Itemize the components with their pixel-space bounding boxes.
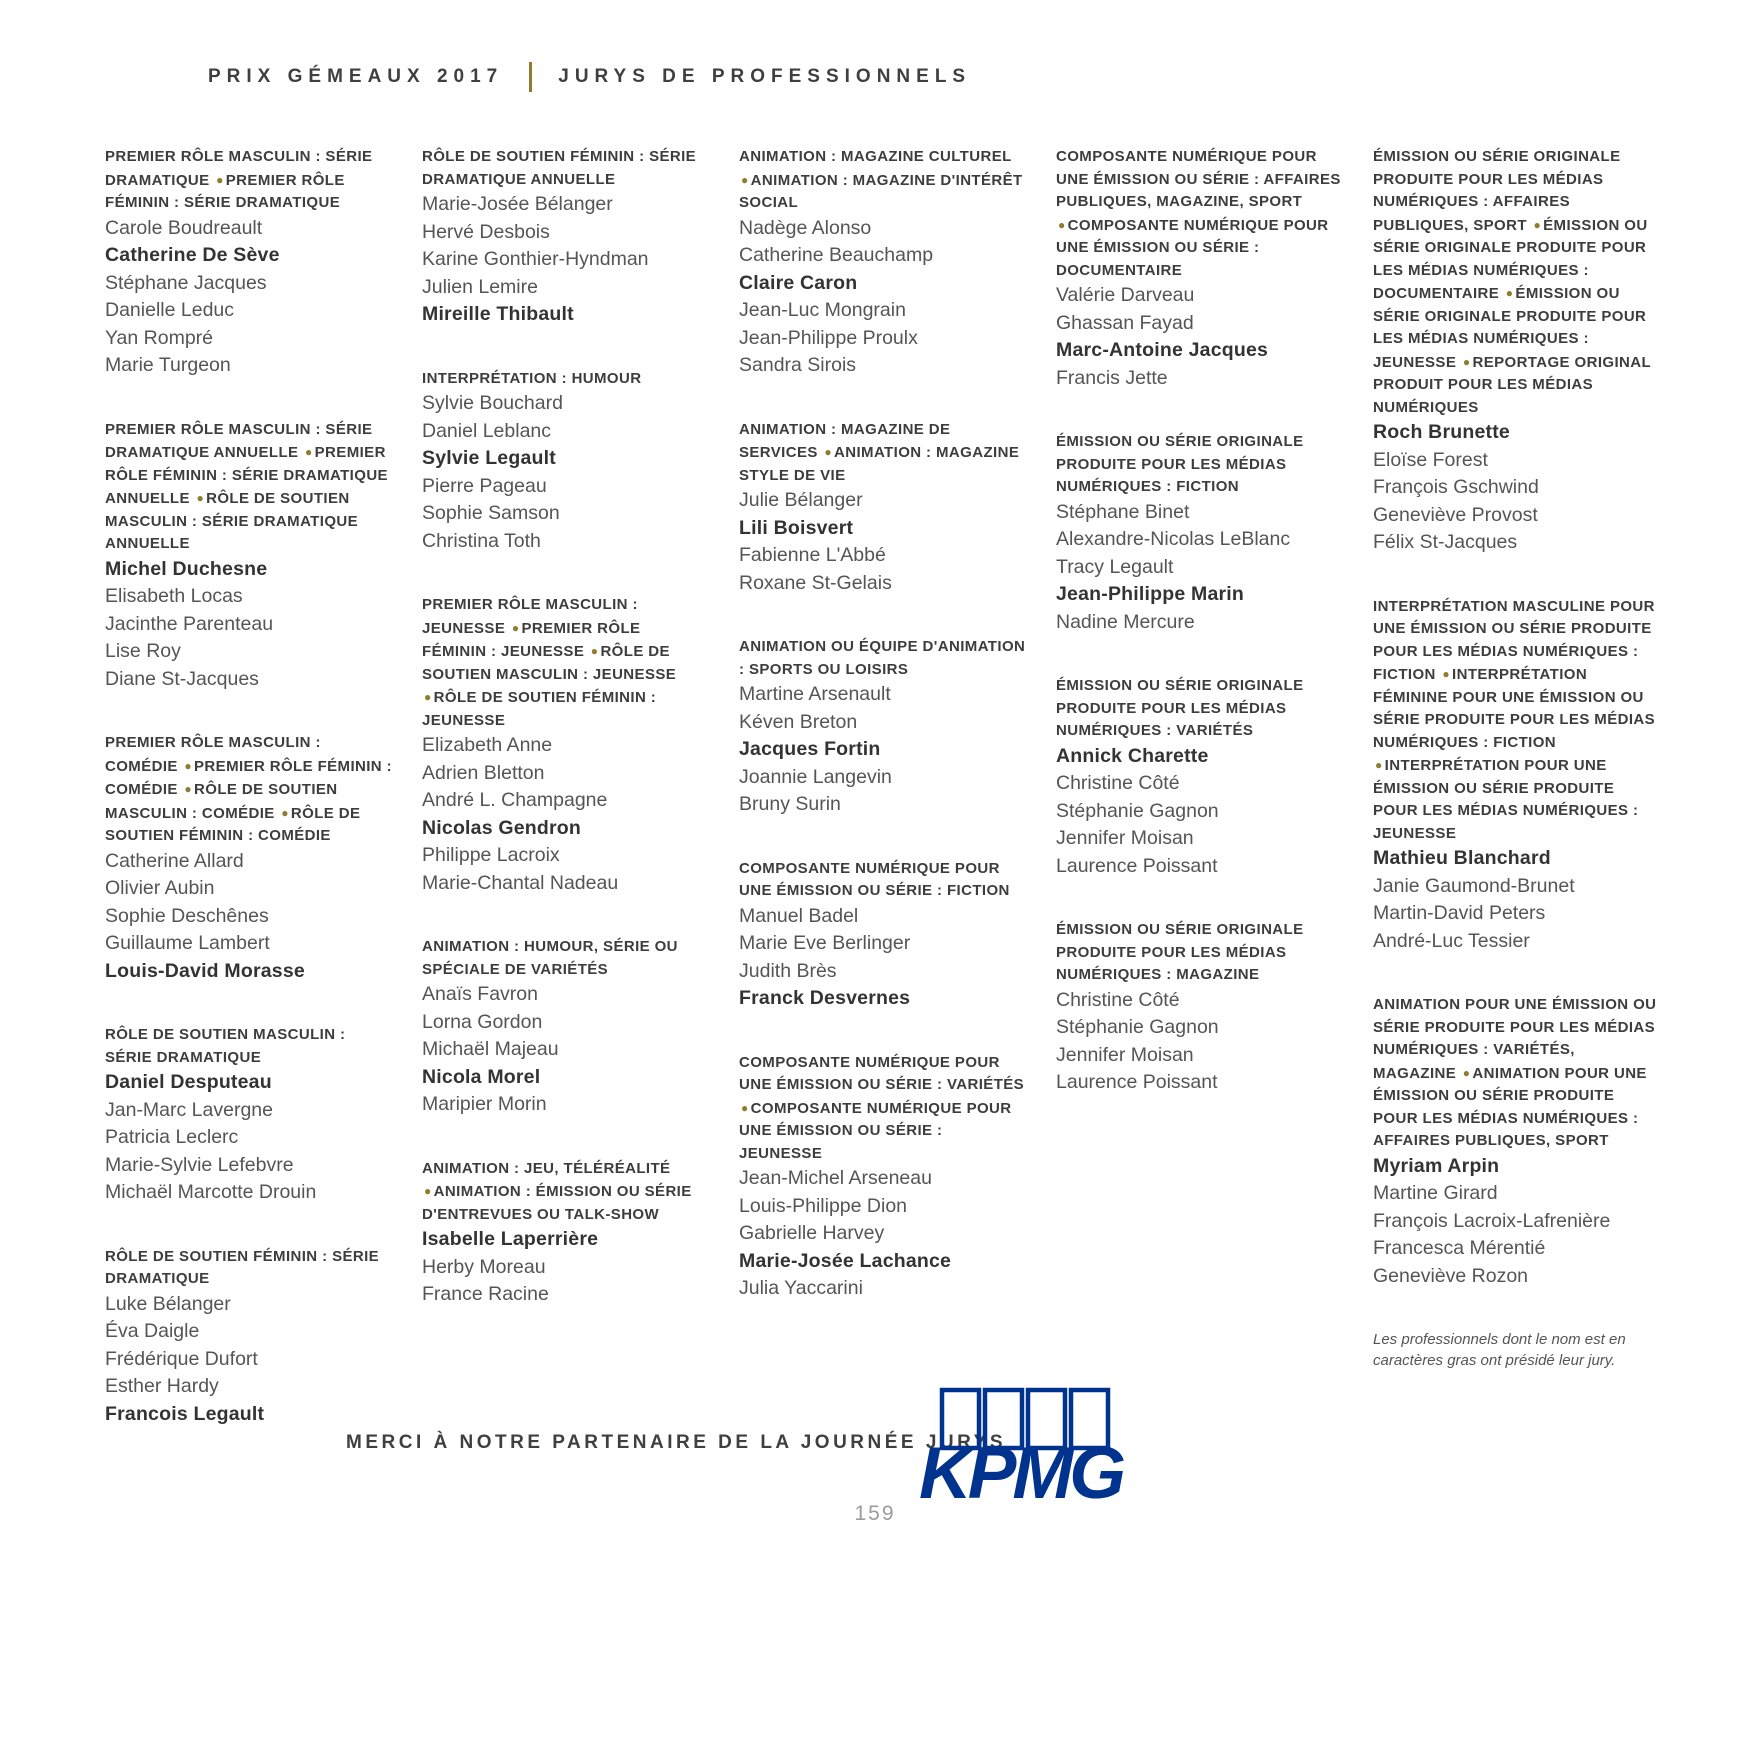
category-heading: COMPOSANTE NUMÉRIQUE POUR UNE ÉMISSION OU SÉRIE : VARIÉTÉS ● COMPOSANTE NUMÉRIQUE POUR UNE ÉMISSION OU SÉRIE : JEUNESSE bbox=[739, 1053, 1025, 1162]
jury-category-section bbox=[105, 419, 392, 694]
jury-category-section bbox=[739, 146, 1026, 380]
category-heading: ANIMATION POUR UNE ÉMISSION OU SÉRIE PRODUITE POUR LES MÉDIAS NUMÉRIQUES : VARIÉTÉS, MAGAZINE ● ANIMATION POUR UNE ÉMISSION OU SÉRIE PRODUITE POUR LES MÉDIAS NUMÉRIQUES : AFFAIRES PUBLIQUES, SPORT bbox=[1373, 996, 1657, 1149]
category-heading: INTERPRÉTATION : HUMOUR bbox=[422, 369, 642, 387]
juror-name: Marie-Chantal Nadeau bbox=[422, 871, 619, 894]
juror-name: Nicola Morel bbox=[422, 1065, 541, 1088]
juror-name: Fabienne L'Abbé bbox=[739, 544, 886, 566]
jury-column-5 bbox=[1373, 146, 1660, 1467]
juror-name: Sophie Samson bbox=[422, 502, 560, 524]
category-heading: PREMIER RÔLE MASCULIN : JEUNESSE ● PREMIER RÔLE FÉMININ : JEUNESSE ● RÔLE DE SOUTIEN MASCULIN : JEUNESSE ● RÔLE DE SOUTIEN FÉMININ : JEUNESSE bbox=[422, 596, 677, 729]
juror-name: Mireille Thibault bbox=[422, 303, 574, 325]
page-subtitle: JURYS DE PROFESSIONNELS bbox=[558, 66, 972, 87]
juror-name: Marie-Josée Bélanger bbox=[422, 193, 613, 215]
juror-name: Francois Legault bbox=[105, 1402, 265, 1425]
juror-name: Julien Lemire bbox=[422, 275, 538, 298]
gold-bullet-icon: ● bbox=[216, 172, 224, 187]
juror-name: Karine Gonthier-Hyndman bbox=[422, 248, 649, 270]
kpmg-logo bbox=[915, 1386, 1143, 1504]
jury-column-1 bbox=[105, 146, 392, 1467]
juror-name: Laurence Poissant bbox=[1056, 1071, 1218, 1093]
juror-name: Adrien Bletton bbox=[422, 761, 545, 784]
jury-category-section bbox=[739, 1052, 1026, 1303]
juror-name: Jacinthe Parenteau bbox=[105, 612, 274, 635]
juror-name: Geneviève Rozon bbox=[1373, 1264, 1529, 1287]
juror-name: Stéphanie Gagnon bbox=[1056, 1016, 1219, 1038]
juror-name: Manuel Badel bbox=[739, 904, 859, 927]
svg-text:KPMG: KPMG bbox=[919, 1433, 1122, 1504]
juror-name: Anaïs Favron bbox=[422, 983, 538, 1005]
page-header bbox=[208, 62, 971, 92]
juror-name: Sandra Sirois bbox=[739, 354, 857, 376]
juror-name: Christine Côté bbox=[1056, 772, 1180, 794]
juror-name: Christine Côté bbox=[1056, 988, 1180, 1011]
juror-name: Marie Turgeon bbox=[105, 354, 231, 376]
juror-name: Elisabeth Locas bbox=[105, 585, 243, 607]
gold-bullet-icon: ● bbox=[741, 172, 749, 187]
juror-name: Catherine De Sève bbox=[105, 244, 280, 266]
category-heading: ÉMISSION OU SÉRIE ORIGINALE PRODUITE POUR LES MÉDIAS NUMÉRIQUES : FICTION bbox=[1056, 433, 1304, 495]
juror-name: Marc-Antoine Jacques bbox=[1056, 339, 1269, 361]
juror-name: Lorna Gordon bbox=[422, 1010, 543, 1033]
category-heading: RÔLE DE SOUTIEN FÉMININ : SÉRIE DRAMATIQUE ANNUELLE bbox=[422, 148, 697, 188]
juror-name: François Gschwind bbox=[1373, 476, 1539, 498]
juror-name: Nadège Alonso bbox=[739, 216, 872, 239]
juror-name: André L. Champagne bbox=[422, 789, 608, 811]
gold-bullet-icon: ● bbox=[196, 491, 205, 505]
jury-category-section bbox=[105, 1246, 392, 1429]
jury-category-section bbox=[105, 732, 392, 985]
jury-category-section bbox=[105, 146, 392, 380]
category-heading: PREMIER RÔLE MASCULIN : SÉRIE DRAMATIQUE ● PREMIER RÔLE FÉMININ : SÉRIE DRAMATIQUE bbox=[105, 148, 373, 211]
juror-name: Patricia Leclerc bbox=[105, 1126, 239, 1148]
juror-name: Catherine Beauchamp bbox=[739, 244, 934, 266]
juror-name: Yan Rompré bbox=[105, 326, 214, 349]
juror-name: Jennifer Moisan bbox=[1056, 1043, 1194, 1066]
juror-name: Maripier Morin bbox=[422, 1093, 547, 1115]
gold-bullet-icon: ● bbox=[1533, 217, 1542, 232]
juror-name: Marie-Josée Lachance bbox=[739, 1249, 952, 1272]
juror-name: Sylvie Bouchard bbox=[422, 392, 563, 414]
juror-name: Elizabeth Anne bbox=[422, 734, 553, 756]
page-number: 159 bbox=[854, 1502, 896, 1525]
juror-name: Luke Bélanger bbox=[105, 1292, 231, 1315]
juror-name: Daniel Desputeau bbox=[105, 1071, 272, 1093]
jury-category-section bbox=[422, 368, 709, 556]
category-heading: RÔLE DE SOUTIEN MASCULIN : SÉRIE DRAMATIQUE bbox=[105, 1026, 346, 1066]
jury-columns bbox=[105, 146, 1660, 1467]
category-heading: ANIMATION : HUMOUR, SÉRIE OU SPÉCIALE DE VARIÉTÉS bbox=[422, 938, 678, 978]
gold-bullet-icon: ● bbox=[1375, 758, 1383, 772]
jury-category-section bbox=[422, 1158, 709, 1309]
juror-name: Francesca Mérentié bbox=[1373, 1237, 1546, 1259]
juror-name: Roch Brunette bbox=[1373, 421, 1510, 443]
juror-name: Bruny Surin bbox=[739, 793, 841, 815]
juror-name: Hervé Desbois bbox=[422, 220, 550, 243]
juror-name: Pierre Pageau bbox=[422, 474, 547, 497]
juror-name: Geneviève Provost bbox=[1373, 503, 1538, 526]
gold-bullet-icon: ● bbox=[305, 445, 313, 459]
jury-column-3 bbox=[739, 146, 1026, 1467]
gold-bullet-icon: ● bbox=[424, 1184, 432, 1198]
jury-category-section bbox=[1056, 431, 1343, 636]
category-heading: COMPOSANTE NUMÉRIQUE POUR UNE ÉMISSION OU SÉRIE : AFFAIRES PUBLIQUES, MAGAZINE, SPORT ● COMPOSANTE NUMÉRIQUE POUR UNE ÉMISSION OU SÉRIE : DOCUMENTAIRE bbox=[1056, 148, 1341, 279]
category-heading: COMPOSANTE NUMÉRIQUE POUR UNE ÉMISSION OU SÉRIE : FICTION bbox=[739, 859, 1010, 899]
juror-name: Jan-Marc Lavergne bbox=[105, 1098, 273, 1121]
juror-name: Christina Toth bbox=[422, 529, 541, 552]
juror-name: Laurence Poissant bbox=[1056, 854, 1218, 877]
category-heading: ÉMISSION OU SÉRIE ORIGINALE PRODUITE POUR LES MÉDIAS NUMÉRIQUES : VARIÉTÉS bbox=[1056, 677, 1304, 739]
juror-name: Philippe Lacroix bbox=[422, 844, 560, 866]
category-heading: ÉMISSION OU SÉRIE ORIGINALE PRODUITE POUR LES MÉDIAS NUMÉRIQUES : AFFAIRES PUBLIQUES, SPORT ● ÉMISSION OU SÉRIE ORIGINALE PRODUITE POUR LES MÉDIAS NUMÉRIQUES : DOCUMENTAIRE ● ÉMISSION OU SÉRIE ORIGINALE PRODUITE POUR LES MÉDIAS NUMÉRIQUES : JEUNESSE ● REPORTAGE ORIGINAL PRODUIT POUR LES MÉDIAS NUMÉRIQUES bbox=[1373, 148, 1651, 416]
juror-name: Sophie Deschênes bbox=[105, 904, 269, 927]
juror-name: Nicolas Gendron bbox=[422, 816, 582, 839]
juror-name: Danielle Leduc bbox=[105, 299, 235, 321]
juror-name: Olivier Aubin bbox=[105, 877, 215, 899]
category-heading: RÔLE DE SOUTIEN FÉMININ : SÉRIE DRAMATIQUE bbox=[105, 1247, 380, 1287]
juror-name: Michel Duchesne bbox=[105, 557, 268, 580]
juror-name: Jacques Fortin bbox=[739, 738, 881, 760]
juror-name: Éva Daigle bbox=[105, 1320, 200, 1342]
jury-category-section bbox=[1056, 146, 1343, 392]
juror-name: Daniel Leblanc bbox=[422, 419, 552, 442]
juror-name: Jean-Michel Arseneau bbox=[739, 1167, 932, 1189]
juror-name: Frédérique Dufort bbox=[105, 1347, 258, 1370]
juror-name: Lili Boisvert bbox=[739, 516, 854, 539]
juror-name: Tracy Legault bbox=[1056, 555, 1174, 578]
juror-name: Guillaume Lambert bbox=[105, 932, 270, 954]
gold-bullet-icon: ● bbox=[590, 644, 599, 658]
juror-name: Martine Girard bbox=[1373, 1182, 1498, 1204]
juror-name: Jean-Philippe Marin bbox=[1056, 583, 1245, 605]
juror-name: Carole Boudreault bbox=[105, 216, 263, 239]
juror-name: Marie-Sylvie Lefebvre bbox=[105, 1153, 294, 1176]
category-heading: ANIMATION : MAGAZINE CULTUREL ● ANIMATION : MAGAZINE D'INTÉRÊT SOCIAL bbox=[739, 148, 1023, 211]
juror-name: Eloïse Forest bbox=[1373, 448, 1488, 471]
juror-name: Diane St-Jacques bbox=[105, 667, 259, 690]
gold-bullet-icon: ● bbox=[1505, 286, 1514, 300]
juror-name: Stéphane Jacques bbox=[105, 271, 267, 294]
juror-name: Louis-David Morasse bbox=[105, 959, 305, 982]
juror-name: Janie Gaumond-Brunet bbox=[1373, 874, 1575, 897]
juror-name: France Racine bbox=[422, 1283, 549, 1305]
juror-name: Jean-Luc Mongrain bbox=[739, 299, 906, 321]
jury-column-4 bbox=[1056, 146, 1343, 1467]
juror-name: Herby Moreau bbox=[422, 1255, 546, 1278]
juror-name: Julia Yaccarini bbox=[739, 1277, 863, 1299]
juror-name: Judith Brès bbox=[739, 959, 837, 982]
juror-name: Michaël Majeau bbox=[422, 1038, 559, 1060]
juror-name: Nadine Mercure bbox=[1056, 610, 1195, 633]
juror-name: Stéphanie Gagnon bbox=[1056, 799, 1219, 822]
juror-name: Louis-Philippe Dion bbox=[739, 1194, 908, 1217]
gold-bullet-icon: ● bbox=[184, 782, 193, 796]
juror-name: Joannie Langevin bbox=[739, 765, 892, 788]
category-heading: ANIMATION : MAGAZINE DE SERVICES ● ANIMATION : MAGAZINE STYLE DE VIE bbox=[739, 420, 1020, 484]
gold-bullet-icon: ● bbox=[281, 805, 289, 820]
juror-name: Catherine Allard bbox=[105, 849, 244, 872]
juror-name: François Lacroix-Lafrenière bbox=[1373, 1209, 1611, 1232]
gold-bullet-icon: ● bbox=[824, 445, 833, 459]
jury-column-2 bbox=[422, 146, 709, 1467]
juror-name: Michaël Marcotte Drouin bbox=[105, 1181, 317, 1203]
juror-name: Sylvie Legault bbox=[422, 447, 556, 469]
jury-category-section bbox=[105, 1024, 392, 1207]
juror-name: Myriam Arpin bbox=[1373, 1154, 1500, 1177]
gold-bullet-icon: ● bbox=[1462, 1065, 1471, 1080]
juror-name: Gabrielle Harvey bbox=[739, 1222, 885, 1244]
jury-category-section bbox=[1373, 146, 1660, 557]
jury-category-section bbox=[422, 936, 709, 1119]
juror-name: Claire Caron bbox=[739, 271, 858, 294]
category-heading: ANIMATION : JEU, TÉLÉRÉALITÉ ● ANIMATION : ÉMISSION OU SÉRIE D'ENTREVUES OU TALK-SHOW bbox=[422, 1159, 692, 1223]
juror-name: Stéphane Binet bbox=[1056, 500, 1190, 523]
juror-name: Francis Jette bbox=[1056, 366, 1168, 389]
jury-category-section bbox=[1056, 919, 1343, 1097]
partner-thanks-text: MERCI À NOTRE PARTENAIRE DE LA JOURNÉE JURYS bbox=[346, 1432, 1007, 1453]
category-heading: ANIMATION OU ÉQUIPE D'ANIMATION : SPORTS OU LOISIRS bbox=[739, 638, 1026, 678]
gold-bullet-icon: ● bbox=[1462, 354, 1471, 369]
juror-name: Martin-David Peters bbox=[1373, 902, 1546, 924]
category-heading: INTERPRÉTATION MASCULINE POUR UNE ÉMISSION OU SÉRIE PRODUITE POUR LES MÉDIAS NUMÉRIQUES : FICTION ● INTERPRÉTATION FÉMININE POUR UNE ÉMISSION OU SÉRIE PRODUITE POUR LES MÉDIAS NUMÉRIQUES : FICTION ● INTERPRÉTATION POUR UNE ÉMISSION OU SÉRIE PRODUITE POUR LES MÉDIAS NUMÉRIQUES : JEUNESSE bbox=[1373, 597, 1656, 842]
gold-bullet-icon: ● bbox=[184, 758, 193, 773]
jury-category-section bbox=[422, 594, 709, 897]
juror-name: Jennifer Moisan bbox=[1056, 827, 1194, 849]
bold-names-note: Les professionnels dont le nom est en caractères gras ont présidé leur jury. bbox=[1373, 1331, 1626, 1369]
jury-category-section bbox=[739, 858, 1026, 1013]
juror-name: Martine Arsenault bbox=[739, 683, 891, 705]
gold-bullet-icon: ● bbox=[1058, 217, 1066, 232]
juror-name: Félix St-Jacques bbox=[1373, 531, 1518, 553]
juror-name: André-Luc Tessier bbox=[1373, 929, 1530, 952]
juror-name: Isabelle Laperrière bbox=[422, 1228, 599, 1250]
juror-name: Franck Desvernes bbox=[739, 987, 911, 1009]
juror-name: Roxane St-Gelais bbox=[739, 571, 892, 594]
jury-category-section bbox=[422, 146, 709, 329]
jury-category-section bbox=[739, 636, 1026, 819]
page-title: PRIX GÉMEAUX 2017 bbox=[208, 66, 504, 87]
category-heading: PREMIER RÔLE MASCULIN : SÉRIE DRAMATIQUE ANNUELLE ● PREMIER RÔLE FÉMININ : SÉRIE DRAMATIQUE ANNUELLE ● RÔLE DE SOUTIEN MASCULIN : SÉRIE DRAMATIQUE ANNUELLE bbox=[105, 420, 388, 552]
gold-bullet-icon: ● bbox=[1442, 667, 1451, 681]
juror-name: Kéven Breton bbox=[739, 710, 858, 733]
juror-name: Julie Bélanger bbox=[739, 489, 863, 511]
header-divider bbox=[529, 62, 532, 92]
category-heading: PREMIER RÔLE MASCULIN : COMÉDIE ● PREMIER RÔLE FÉMININ : COMÉDIE ● RÔLE DE SOUTIEN MASCULIN : COMÉDIE ● RÔLE DE SOUTIEN FÉMININ : COMÉDIE bbox=[105, 734, 393, 844]
gold-bullet-icon: ● bbox=[511, 620, 520, 635]
jury-category-section bbox=[1056, 675, 1343, 880]
juror-name: Annick Charette bbox=[1056, 744, 1209, 767]
gold-bullet-icon: ● bbox=[424, 690, 432, 704]
juror-name: Alexandre-Nicolas LeBlanc bbox=[1056, 528, 1291, 550]
category-heading: ÉMISSION OU SÉRIE ORIGINALE PRODUITE POUR LES MÉDIAS NUMÉRIQUES : MAGAZINE bbox=[1056, 921, 1304, 983]
jury-category-section bbox=[1373, 994, 1660, 1290]
juror-name: Lise Roy bbox=[105, 640, 181, 662]
juror-name: Marie Eve Berlinger bbox=[739, 932, 911, 954]
jury-category-section bbox=[1373, 596, 1660, 956]
juror-name: Valérie Darveau bbox=[1056, 284, 1195, 306]
juror-name: Esther Hardy bbox=[105, 1375, 219, 1397]
juror-name: Ghassan Fayad bbox=[1056, 311, 1194, 334]
jury-category-section bbox=[739, 419, 1026, 598]
juror-name: Mathieu Blanchard bbox=[1373, 847, 1551, 869]
gold-bullet-icon: ● bbox=[741, 1100, 749, 1115]
juror-name: Jean-Philippe Proulx bbox=[739, 326, 918, 349]
